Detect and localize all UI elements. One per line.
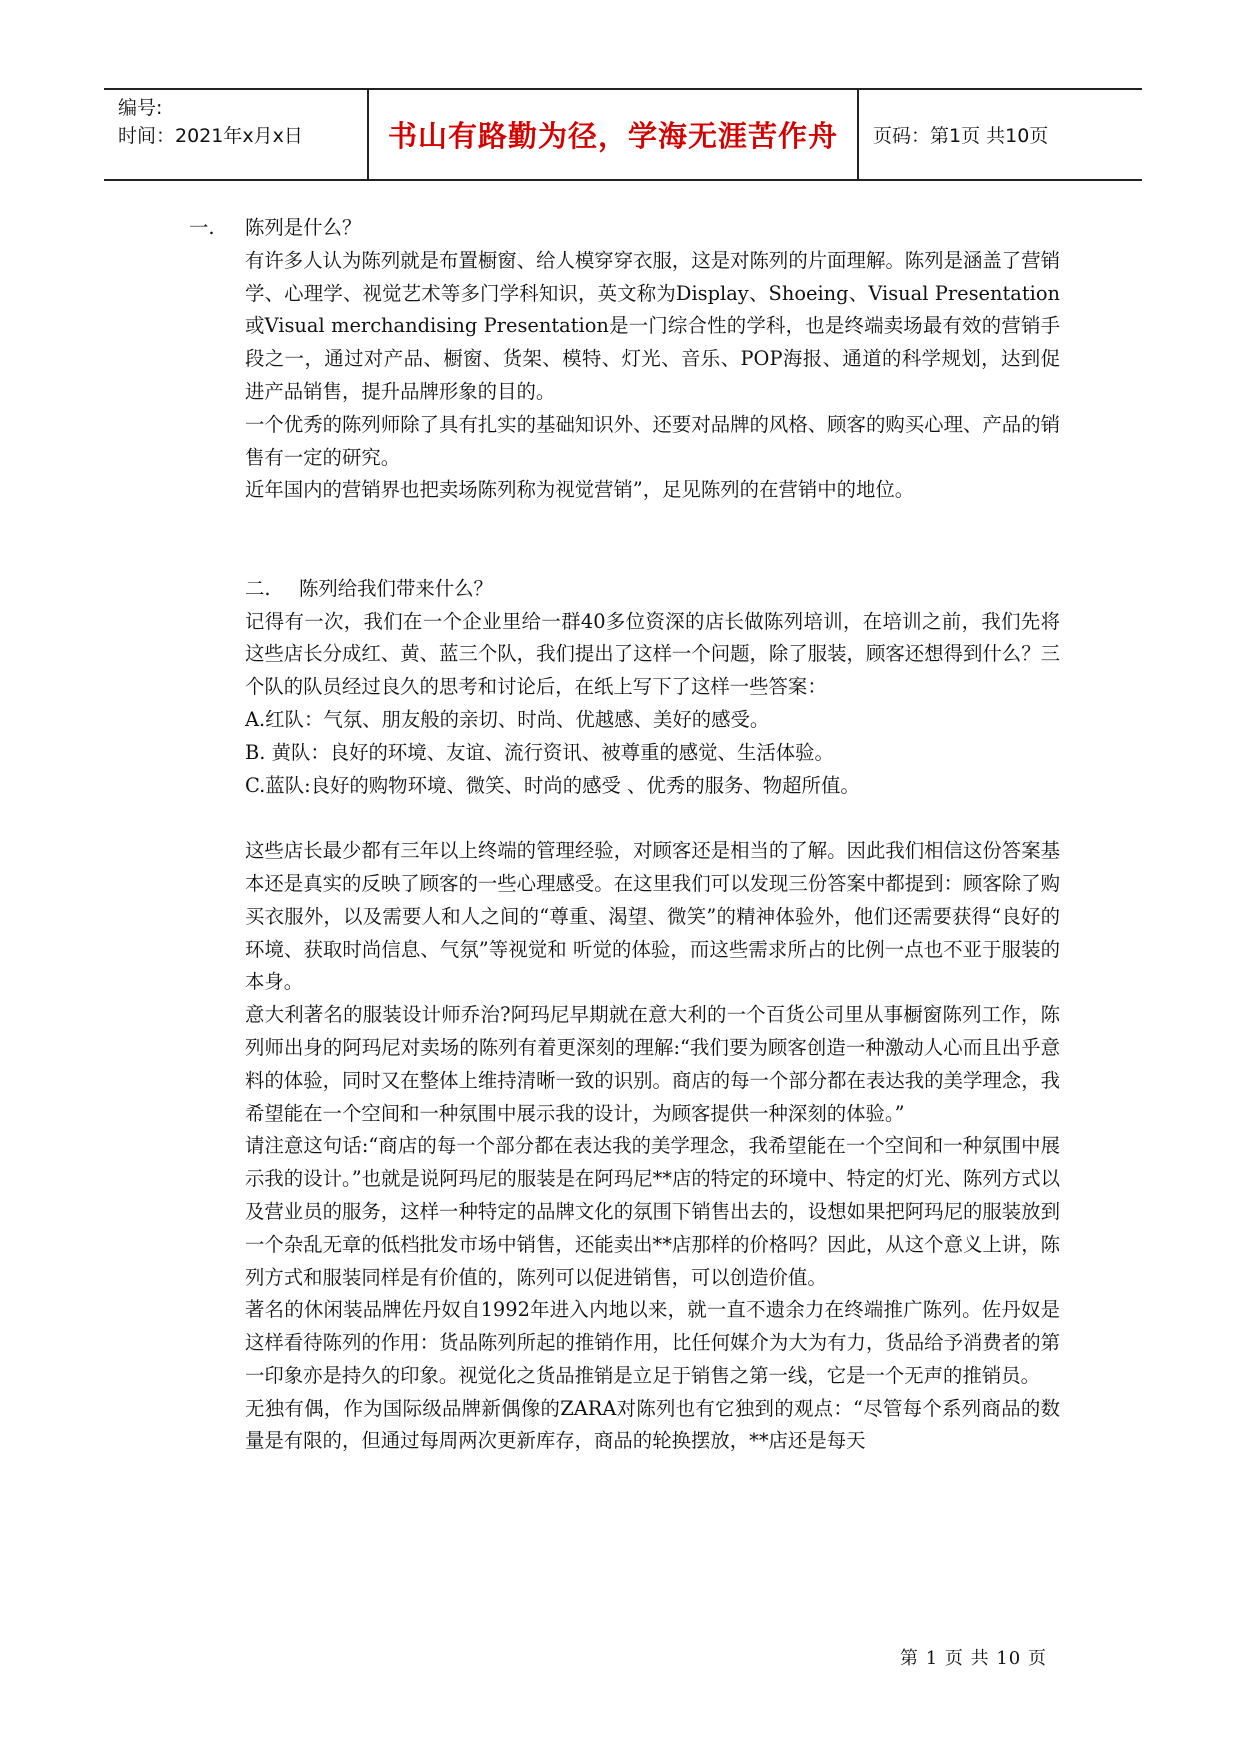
document-body bbox=[189, 212, 1060, 1458]
section-2-paragraph: 著名的休闲装品牌佐丹奴自1992年进入内地以来，就一直不遗余力在终端推广陈列。佐丹奴是这样看待陈列的作用：货品陈列所起的推销作用，比任何媒介为大为有力，货品给予消费者的第一印象亦是持久的印象。视觉化之货品推销是立足于销售之第一线，它是一个无声的推销员。 bbox=[245, 1298, 1060, 1387]
section-1-title: 陈列是什么？ bbox=[245, 216, 362, 239]
section-2-paragraph: 这些店长最少都有三年以上终端的管理经验，对顾客还是相当的了解。因此我们相信这份答案基本还是真实的反映了顾客的一些心理感受。在这里我们可以发现三份答案中都提到：顾客除了购买衣服外，以及需要人和人之间的“尊重、渴望、微笑”的精神体验外，他们还需要获得“良好的环境、获取时尚信息、气氛”等视觉和 听觉的体验，而这些需求所占的比例一点也不亚于服装的本身。 bbox=[245, 839, 1060, 994]
section-2-intro: 记得有一次，我们在一个企业里给一群40多位资深的店长做陈列培训，在培训之前，我们先将这些店长分成红、黄、蓝三个队，我们提出了这样一个问题，除了服装，顾客还想得到什么？三个队的队员经过良久的思考和讨论后，在纸上写下了这样一些答案： bbox=[245, 609, 1060, 699]
section-2-heading bbox=[245, 573, 1060, 606]
header-info-cell bbox=[104, 90, 369, 179]
section-2-paragraph: 无独有偶，作为国际级品牌新偶像的ZARA对陈列也有它独到的观点：“尽管每个系列商品的数量是有限的，但通过每周两次更新库存，商品的轮换摆放，**店还是每天 bbox=[245, 1396, 1060, 1453]
section-1-number: 一. bbox=[189, 216, 215, 239]
page-header bbox=[104, 88, 1142, 181]
section-1-heading bbox=[189, 212, 1060, 245]
paragraph-spacer bbox=[245, 802, 1060, 835]
header-motto: 书山有路勤为径，学海无涯苦作舟 bbox=[369, 90, 859, 179]
answer-item: B. 黄队：良好的环境、友谊、流行资讯、被尊重的感觉、生活体验。 bbox=[245, 740, 834, 764]
section-spacer bbox=[245, 507, 1060, 573]
page-footer: 第 1 页 共 10 页 bbox=[900, 1648, 1047, 1669]
section-2-paragraph: 意大利著名的服装设计师乔治?阿玛尼早期就在意大利的一个百货公司里从事橱窗陈列工作，陈列师出身的阿玛尼对卖场的陈列有着更深刻的理解:“我们要为顾客创造一种激动人心而且出乎意料的体验，同时又在整体上维持清晰一致的识别。商店的每一个部分都在表达我的美学理念，我希望能在一个空间和一种氛围中展示我的设计，为顾客提供一种深刻的体验。” bbox=[245, 1003, 1060, 1125]
section-2-number: 二. bbox=[245, 576, 271, 600]
answer-item: A.红队：气氛、朋友般的亲切、时尚、优越感、美好的感受。 bbox=[245, 707, 770, 731]
document-number-label: 编号: bbox=[118, 97, 163, 119]
section-2-paragraph: 请注意这句话:“商店的每一个部分都在表达我的美学理念，我希望能在一个空间和一种氛围中展示我的设计。”也就是说阿玛尼的服装是在阿玛尼**店的特定的环境中、特定的灯光、陈列方式以及营业员的服务，这样一种特定的品牌文化的氛围下销售出去的，设想如果把阿玛尼的服装放到一个杂乱无章的低档批发市场中销售，还能卖出**店那样的价格吗？因此，从这个意义上讲，陈列方式和服装同样是有价值的，陈列可以促进销售，可以创造价值。 bbox=[245, 1134, 1060, 1289]
section-1-paragraph: 有许多人认为陈列就是布置橱窗、给人模穿穿衣服，这是对陈列的片面理解。陈列是涵盖了营销学、心理学、视觉艺术等多门学科知识，英文称为Display、Shoeing、Visual Presentation或Visual merchandising Presentation是一门综合性的学科，也是终端卖场最有效的营销手段之一，通过对产品、橱窗、货架、模特、灯光、音乐、POP海报、通道的科学规划，达到促进产品销售，提升品牌形象的目的。 bbox=[245, 248, 1060, 403]
answer-item: C.蓝队:良好的购物环境、微笑、时尚的感受 、优秀的服务、物超所值。 bbox=[245, 773, 860, 797]
section-2-title: 陈列给我们带来什么？ bbox=[299, 576, 493, 600]
section-1-paragraph: 近年国内的营销界也把卖场陈列称为视觉营销”，足见陈列的在营销中的地位。 bbox=[245, 478, 915, 502]
document-time-label: 时间：2021年x月x日 bbox=[118, 125, 303, 147]
header-page-label: 页码：第1页 共10页 bbox=[873, 125, 1049, 147]
section-1-paragraph: 一个优秀的陈列师除了具有扎实的基础知识外、还要对品牌的风格、顾客的购买心理、产品的销售有一定的研究。 bbox=[245, 412, 1060, 469]
